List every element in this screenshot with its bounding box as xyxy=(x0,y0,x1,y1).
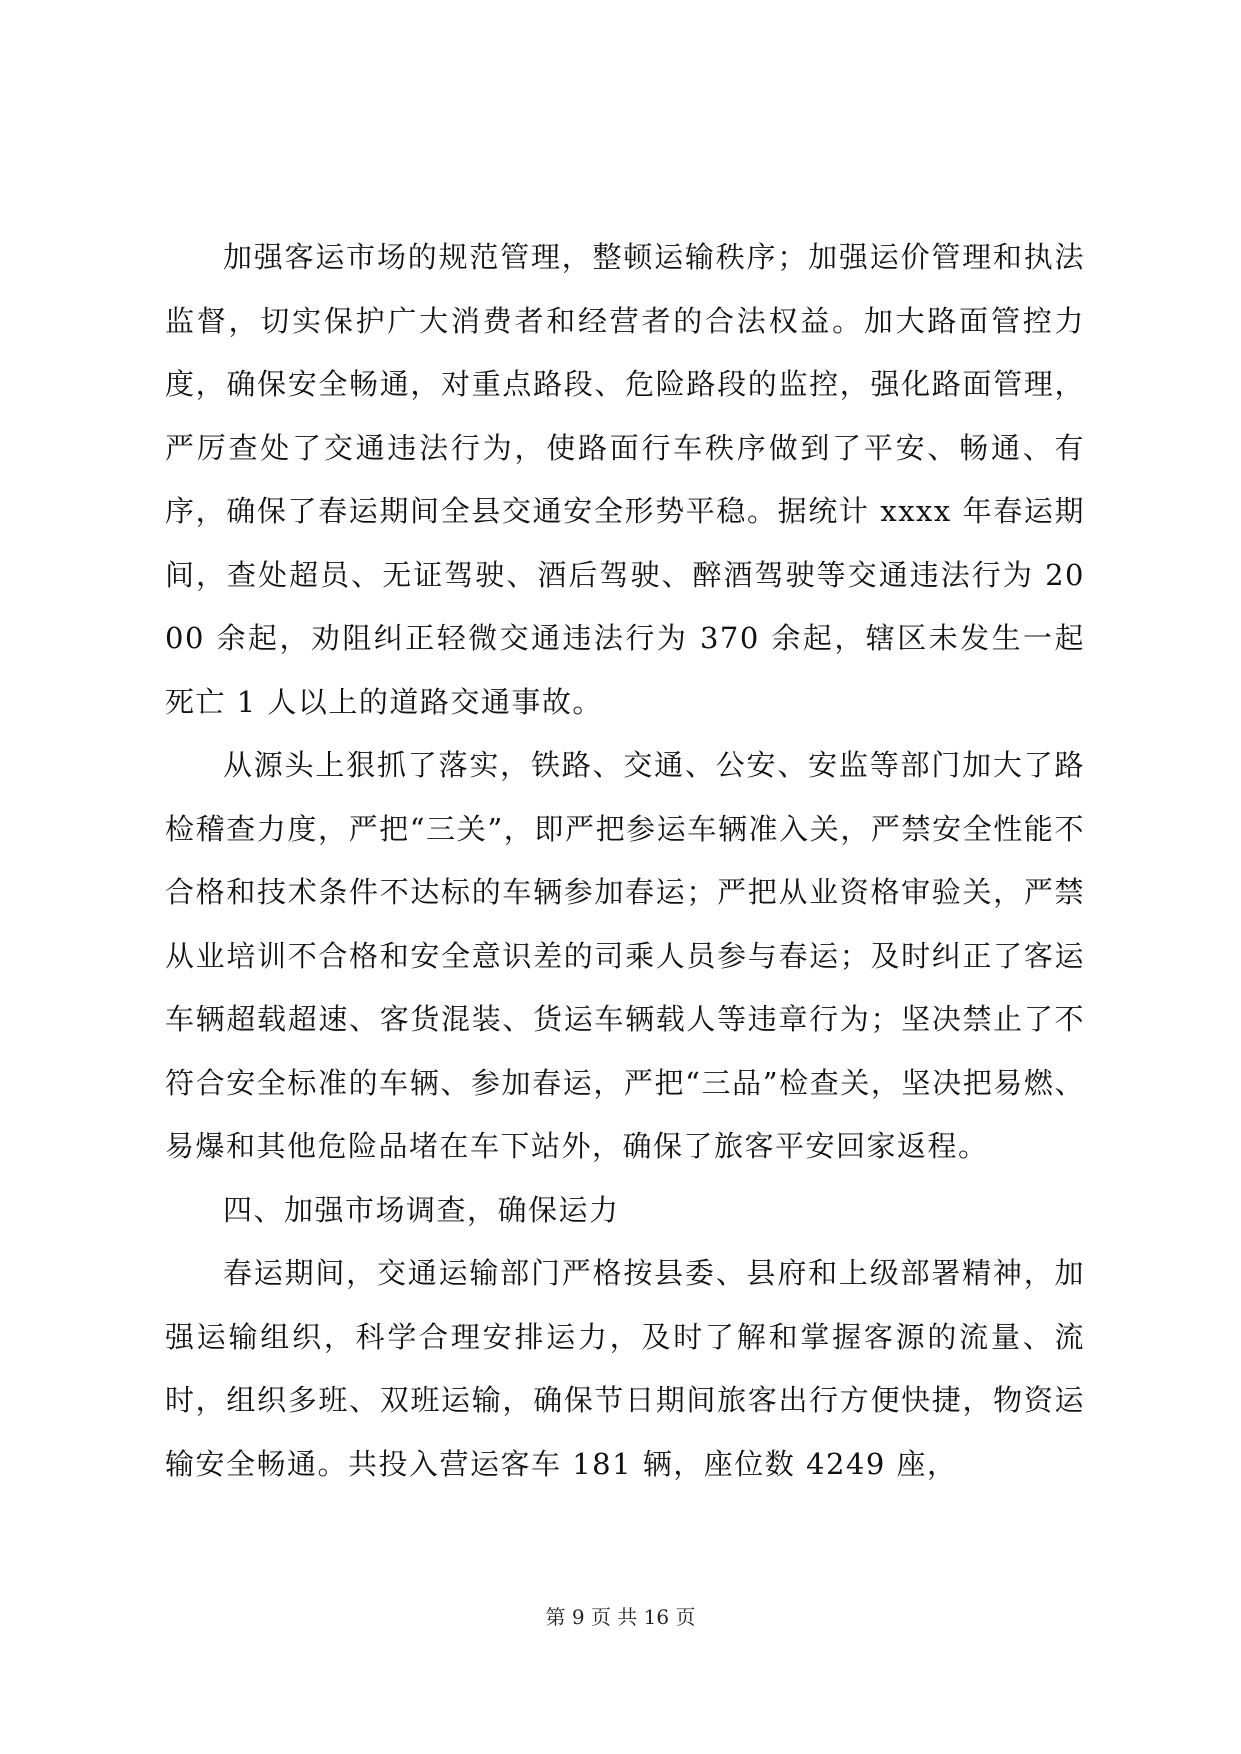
document-body xyxy=(165,226,1085,1496)
paragraph-transport-capacity: 春运期间，交通运输部门严格按县委、县府和上级部署精神，加强运输组织，科学合理安排运力，及时了解和掌握客源的流量、流时，组织多班、双班运输，确保节日期间旅客出行方便快捷，物资运输安全畅通。共投入营运客车 181 辆，座位数 4249 座， xyxy=(165,1256,1085,1481)
section-heading: 四、加强市场调查，确保运力 xyxy=(223,1192,620,1227)
paragraph-source-control: 从源头上狠抓了落实，铁路、交通、公安、安监等部门加大了路检稽查力度，严把“三关”，即严把参运车辆准入关，严禁安全性能不合格和技术条件不达标的车辆参加春运；严把从业资格审验关，严禁从业培训不合格和安全意识差的司乘人员参与春运；及时纠正了客运车辆超载超速、客货混装、货运车辆载人等违章行为；坚决禁止了不符合安全标准的车辆、参加春运，严把“三品”检查关，坚决把易燃、易爆和其他危险品堵在车下站外，确保了旅客平安回家返程。 xyxy=(165,748,1085,1163)
page-number-footer: 第 9 页 共 16 页 xyxy=(545,1605,696,1629)
paragraph-traffic-management: 加强客运市场的规范管理，整顿运输秩序；加强运价管理和执法监督，切实保护广大消费者和经营者的合法权益。加大路面管控力度，确保安全畅通，对重点路段、危险路段的监控，强化路面管理，严厉查处了交通违法行为，使路面行车秩序做到了平安、畅通、有序，确保了春运期间全县交通安全形势平稳。据统计 xxxx 年春运期间，查处超员、无证驾驶、酒后驾驶、醉酒驾驶等交通违法行为 2000 余起，劝阻纠正轻微交通违法行为 370 余起，辖区未发生一起死亡 1 人以上的道路交通事故。 xyxy=(165,240,1085,719)
